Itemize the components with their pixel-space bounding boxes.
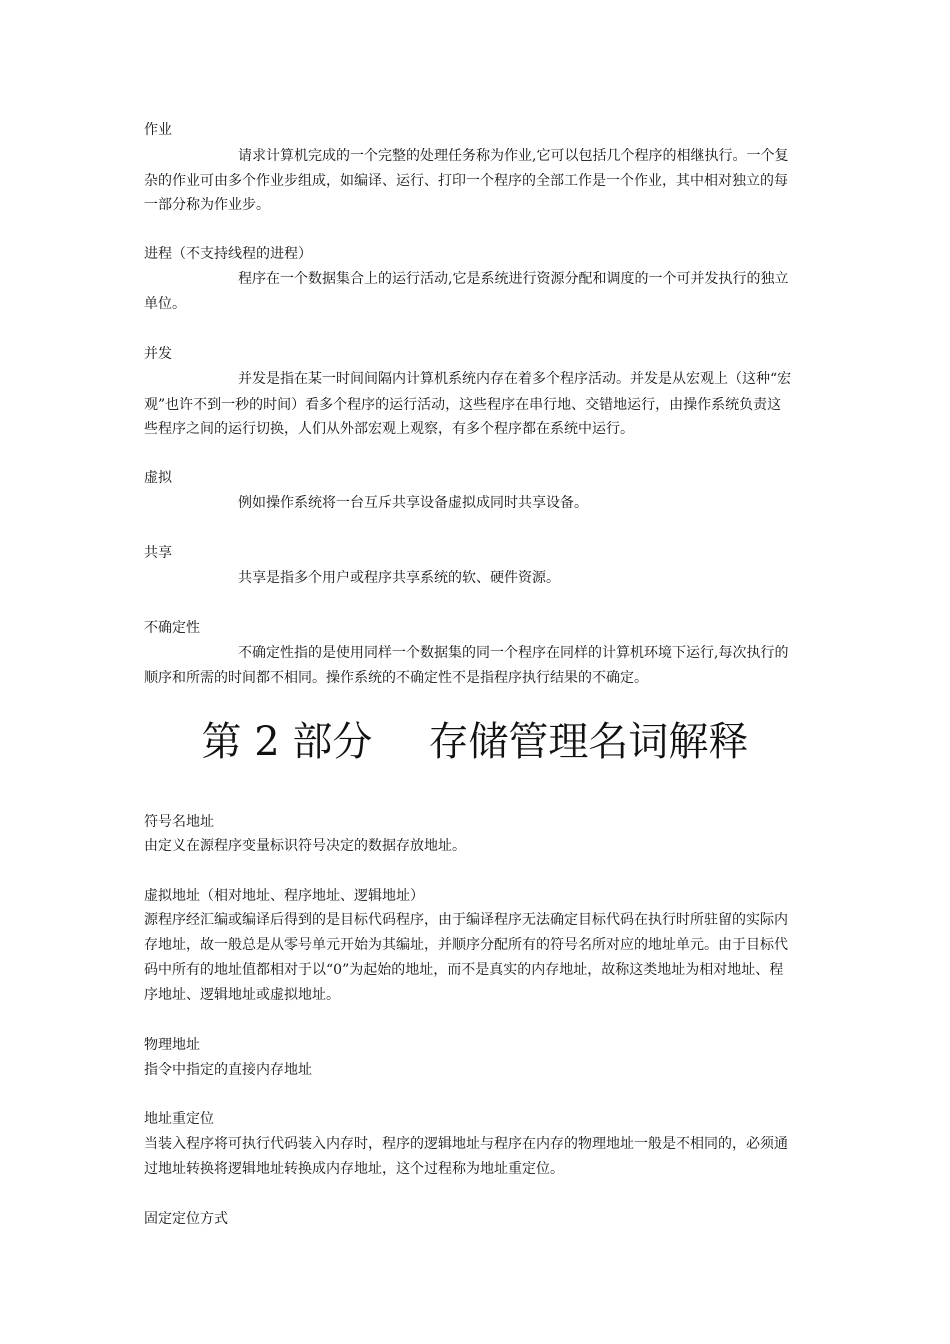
- term-title: 共享: [144, 545, 172, 561]
- definition-line: 些程序之间的运行切换，人们从外部宏观上观察，有多个程序都在系统中运行。: [144, 421, 634, 437]
- definition-line: 存地址，故一般总是从零号单元开始为其编址，并顺序分配所有的符号名所对应的地址单元。由于目标代: [144, 937, 788, 953]
- definition-line: 序地址、逻辑地址或虚拟地址。: [144, 987, 340, 1003]
- term-title: 物理地址: [144, 1037, 200, 1053]
- definition-line: 并发是指在某一时间间隔内计算机系统内存在着多个程序活动。并发是从宏观上（这种“宏: [238, 371, 792, 387]
- definition-line: 过地址转换将逻辑地址转换成内存地址，这个过程称为地址重定位。: [144, 1161, 564, 1177]
- definition-line: 由定义在源程序变量标识符号决定的数据存放地址。: [144, 838, 466, 854]
- definition-line: 码中所有的地址值都相对于以“0”为起始的地址，而不是真实的内存地址，故称这类地址为相对地址、程: [144, 962, 784, 978]
- term-title: 固定定位方式: [144, 1211, 228, 1227]
- definition-line: 杂的作业可由多个作业步组成，如编译、运行、打印一个程序的全部工作是一个作业，其中相对独立的每: [144, 173, 788, 189]
- term-title: 作业: [144, 122, 172, 138]
- definition-line: 指令中指定的直接内存地址: [144, 1062, 312, 1078]
- definition-line: 请求计算机完成的一个完整的处理任务称为作业,它可以包括几个程序的相继执行。一个复: [238, 148, 789, 164]
- term-title: 虚拟地址（相对地址、程序地址、逻辑地址）: [144, 888, 424, 904]
- definition-line: 单位。: [144, 296, 186, 312]
- section-heading: [0, 718, 950, 766]
- section-heading-number: 第 2 部分: [201, 719, 373, 765]
- definition-line: 一部分称为作业步。: [144, 197, 270, 213]
- definition-line: 当装入程序将可执行代码装入内存时，程序的逻辑地址与程序在内存的物理地址一般是不相同的，必须通: [144, 1136, 788, 1152]
- definition-line: 共享是指多个用户或程序共享系统的软、硬件资源。: [238, 570, 560, 586]
- definition-line: 观”也许不到一秒的时间）看多个程序的运行活动，这些程序在串行地、交错地运行，由操作系统负责这: [144, 397, 782, 413]
- definition-line: 不确定性指的是使用同样一个数据集的同一个程序在同样的计算机环境下运行,每次执行的: [238, 645, 789, 661]
- term-title: 进程（不支持线程的进程）: [144, 246, 312, 262]
- term-title: 虚拟: [144, 470, 172, 486]
- definition-line: 顺序和所需的时间都不相同。操作系统的不确定性不是指程序执行结果的不确定。: [144, 670, 648, 686]
- definition-line: 例如操作系统将一台互斥共享设备虚拟成同时共享设备。: [238, 495, 588, 511]
- term-title: 并发: [144, 346, 172, 362]
- definition-line: 源程序经汇编或编译后得到的是目标代码程序，由于编译程序无法确定目标代码在执行时所驻留的实际内: [144, 912, 788, 928]
- definition-line: 程序在一个数据集合上的运行活动,它是系统进行资源分配和调度的一个可并发执行的独立: [238, 271, 789, 287]
- term-title: 地址重定位: [144, 1111, 214, 1127]
- section-heading-title: 存储管理名词解释: [428, 719, 749, 765]
- term-title: 不确定性: [144, 620, 200, 636]
- term-title: 符号名地址: [144, 814, 214, 830]
